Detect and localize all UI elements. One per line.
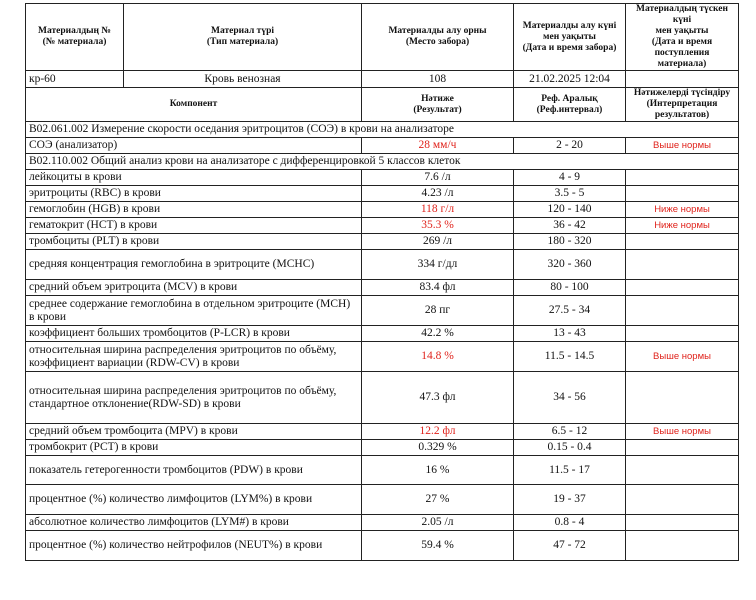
result-name: средняя концентрация гемоглобина в эритроците (MCHC) (26, 250, 362, 280)
result-name: эритроциты (RBC) в крови (26, 186, 362, 202)
result-name: относительная ширина распределения эритроцитов по объёму, коэффициент вариации (RDW-CV) в крови (26, 342, 362, 372)
result-interp (626, 485, 739, 515)
section-row (26, 122, 739, 138)
header-collection-place: Материалды алу орны (Место забора) (362, 4, 514, 71)
result-interp (626, 280, 739, 296)
material-received (626, 71, 739, 88)
material-place: 108 (362, 71, 514, 88)
header-material-number: Материалдың № (№ материала) (26, 4, 124, 71)
result-interp (626, 456, 739, 485)
result-value: 0.329 % (362, 440, 514, 456)
header-interp: Нәтижелерді түсіндіру (Интерпретация результатов) (626, 88, 739, 122)
result-ref: 0.8 - 4 (514, 515, 626, 531)
result-row (26, 296, 739, 326)
result-row (26, 218, 739, 234)
result-row (26, 424, 739, 440)
result-interp (626, 326, 739, 342)
material-datetime: 21.02.2025 12:04 (514, 71, 626, 88)
result-name: СОЭ (анализатор) (26, 138, 362, 154)
result-interp: Ниже нормы (626, 202, 739, 218)
result-ref: 11.5 - 17 (514, 456, 626, 485)
result-interp (626, 234, 739, 250)
result-row (26, 202, 739, 218)
result-name: гематокрит (HCT) в крови (26, 218, 362, 234)
result-name: тромбоциты (PLT) в крови (26, 234, 362, 250)
result-ref: 47 - 72 (514, 531, 626, 561)
result-interp (626, 250, 739, 280)
result-name: средний объем эритроцита (MCV) в крови (26, 280, 362, 296)
result-interp (626, 372, 739, 424)
lab-results-table (25, 3, 739, 561)
header-result: Нәтиже (Результат) (362, 88, 514, 122)
result-interp (626, 170, 739, 186)
result-value: 35.3 % (362, 218, 514, 234)
result-name: относительная ширина распределения эритроцитов по объёму, стандартное отклонение(RDW-SD) в крови (26, 372, 362, 424)
header-received-datetime: Материалдың түскен күні мен уақыты (Дата и время поступления материала) (626, 4, 739, 71)
result-name: процентное (%) количество нейтрофилов (NEUT%) в крови (26, 531, 362, 561)
result-row (26, 440, 739, 456)
result-ref: 6.5 - 12 (514, 424, 626, 440)
result-value: 42.2 % (362, 326, 514, 342)
result-ref: 36 - 42 (514, 218, 626, 234)
result-row (26, 138, 739, 154)
result-value: 269 /л (362, 234, 514, 250)
result-interp (626, 515, 739, 531)
section-title: B02.110.002 Общий анализ крови на анализаторе с дифференцировкой 5 классов клеток (26, 154, 739, 170)
result-ref: 4 - 9 (514, 170, 626, 186)
result-row (26, 234, 739, 250)
header-collection-datetime: Материалды алу күні мен уақыты (Дата и время забора) (514, 4, 626, 71)
result-ref: 19 - 37 (514, 485, 626, 515)
result-value: 47.3 фл (362, 372, 514, 424)
result-ref: 120 - 140 (514, 202, 626, 218)
result-ref: 3.5 - 5 (514, 186, 626, 202)
result-row (26, 326, 739, 342)
result-value: 12.2 фл (362, 424, 514, 440)
result-interp: Выше нормы (626, 424, 739, 440)
result-row (26, 485, 739, 515)
result-value: 7.6 /л (362, 170, 514, 186)
result-interp (626, 440, 739, 456)
result-value: 334 г/дл (362, 250, 514, 280)
result-row (26, 531, 739, 561)
result-ref: 180 - 320 (514, 234, 626, 250)
result-interp (626, 531, 739, 561)
result-row (26, 250, 739, 280)
result-interp: Выше нормы (626, 138, 739, 154)
result-name: процентное (%) количество лимфоцитов (LYM%) в крови (26, 485, 362, 515)
result-ref: 11.5 - 14.5 (514, 342, 626, 372)
result-ref: 320 - 360 (514, 250, 626, 280)
result-interp (626, 296, 739, 326)
result-value: 83.4 фл (362, 280, 514, 296)
result-interp (626, 186, 739, 202)
result-row (26, 515, 739, 531)
result-value: 14.8 % (362, 342, 514, 372)
material-row (26, 71, 739, 88)
result-name: среднее содержание гемоглобина в отдельном эритроците (MCH) в крови (26, 296, 362, 326)
result-interp: Выше нормы (626, 342, 739, 372)
result-name: лейкоциты в крови (26, 170, 362, 186)
result-value: 16 % (362, 456, 514, 485)
results-header-row (26, 88, 739, 122)
material-header-row (26, 4, 739, 71)
result-value: 28 мм/ч (362, 138, 514, 154)
result-ref: 0.15 - 0.4 (514, 440, 626, 456)
result-row (26, 372, 739, 424)
section-title: B02.061.002 Измерение скорости оседания эритроцитов (СОЭ) в крови на анализаторе (26, 122, 739, 138)
result-row (26, 280, 739, 296)
header-ref: Реф. Аралық (Реф.интервал) (514, 88, 626, 122)
result-name: тромбокрит (PCT) в крови (26, 440, 362, 456)
result-value: 2.05 /л (362, 515, 514, 531)
material-type: Кровь венозная (124, 71, 362, 88)
result-ref: 34 - 56 (514, 372, 626, 424)
result-name: абсолютное количество лимфоцитов (LYM#) в крови (26, 515, 362, 531)
result-row (26, 186, 739, 202)
result-value: 4.23 /л (362, 186, 514, 202)
result-name: средний объем тромбоцита (MPV) в крови (26, 424, 362, 440)
result-row (26, 342, 739, 372)
header-material-type: Материал түрі (Тип материала) (124, 4, 362, 71)
result-row (26, 456, 739, 485)
result-name: показатель гетерогенности тромбоцитов (PDW) в крови (26, 456, 362, 485)
result-value: 28 пг (362, 296, 514, 326)
result-value: 118 г/л (362, 202, 514, 218)
result-ref: 80 - 100 (514, 280, 626, 296)
material-number: кр-60 (26, 71, 124, 88)
result-ref: 13 - 43 (514, 326, 626, 342)
result-value: 27 % (362, 485, 514, 515)
result-ref: 2 - 20 (514, 138, 626, 154)
header-component: Компонент (26, 88, 362, 122)
result-ref: 27.5 - 34 (514, 296, 626, 326)
result-row (26, 170, 739, 186)
result-interp: Ниже нормы (626, 218, 739, 234)
section-row (26, 154, 739, 170)
result-value: 59.4 % (362, 531, 514, 561)
result-name: гемоглобин (HGB) в крови (26, 202, 362, 218)
result-name: коэффициент больших тромбоцитов (P-LCR) в крови (26, 326, 362, 342)
